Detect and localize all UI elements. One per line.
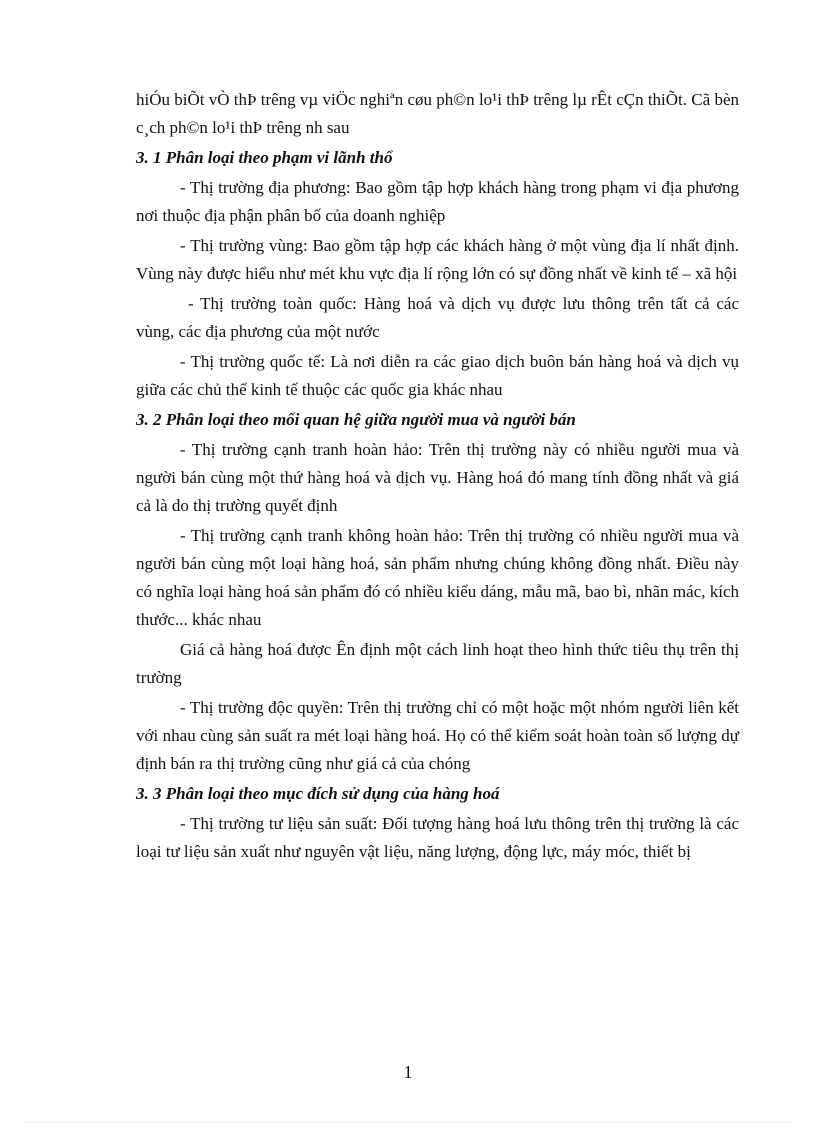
paragraph-price-setting: Giá cả hàng hoá được Ên định một cách linh hoạt theo hình thức tiêu thụ trên thị trường (136, 640, 739, 687)
paragraph-production-means-market: - Thị trường tư liệu sản suất: Đối tượng hàng hoá lưu thông trên thị trường là các loại tư liệu sản xuất như nguyên vật liệu, năng lượng, động lực, máy móc, thiết bị (136, 814, 739, 861)
paragraph-national-market: - Thị trường toàn quốc: Hàng hoá và dịch vụ được lưu thông trên tất cả các vùng, các địa phương của một nước (136, 294, 739, 341)
paragraph-imperfect-competition: - Thị trường cạnh tranh không hoàn hảo: Trên thị trường có nhiều người mua và người bán cùng một loại hàng hoá, sản phẩm nhưng chúng không đồng nhất. Điều này có nghĩa loại hàng hoá sản phẩm đó có nhiều kiểu dáng, mẫu mã, bao bì, nhãn mác, kích thước... khác nhau (136, 526, 739, 629)
paragraph-international-market: - Thị trường quốc tế: Là nơi diễn ra các giao dịch buôn bán hàng hoá và dịch vụ giữa các chủ thể kinh tế thuộc các quốc gia khác nhau (136, 352, 739, 399)
page-content (136, 86, 739, 868)
paragraph-regional-market: - Thị trường vùng: Bao gồm tập hợp các khách hàng ở một vùng địa lí nhất định. Vùng này được hiểu như mét khu vực địa lí rộng lớn có sự đồng nhất về kinh tế – xã hội (136, 236, 739, 283)
page-number: 1 (403, 1062, 413, 1082)
section-heading-purpose: 3. 3 Phân loại theo mục đích sử dụng của hàng hoá (136, 784, 500, 803)
paragraph-local-market: - Thị trường địa phương: Bao gồm tập hợp khách hàng trong phạm vi địa phương nơi thuộc địa phận phân bố của doanh nghiệp (136, 178, 739, 225)
paragraph-perfect-competition: - Thị trường cạnh tranh hoàn hảo: Trên thị trường này có nhiều người mua và người bán cùng một thứ hàng hoá và dịch vụ. Hàng hoá đó mang tính đồng nhất và giá cả là do thị trường quyết định (136, 440, 739, 515)
paragraph-monopoly-market: - Thị trường độc quyền: Trên thị trường chỉ có một hoặc một nhóm người liên kết với nhau cùng sản suất ra mét loại hàng hoá. Họ có thể kiểm soát hoàn toàn số lượng dự định bán ra thị trường cũng như giá cả của chóng (136, 698, 739, 773)
intro-paragraph: hiÓu biÕt vÒ thÞ trêng vµ viÖc nghiªn cøu ph©n lo¹i thÞ trêng lµ rÊt cÇn thiÕt. Cã bèn c¸ch ph©n lo¹i thÞ trêng nh sau (136, 90, 739, 137)
section-heading-territory: 3. 1 Phân loại theo phạm vi lãnh thổ (136, 148, 393, 167)
section-heading-buyer-seller: 3. 2 Phân loại theo mối quan hệ giữa người mua và người bán (136, 410, 576, 429)
